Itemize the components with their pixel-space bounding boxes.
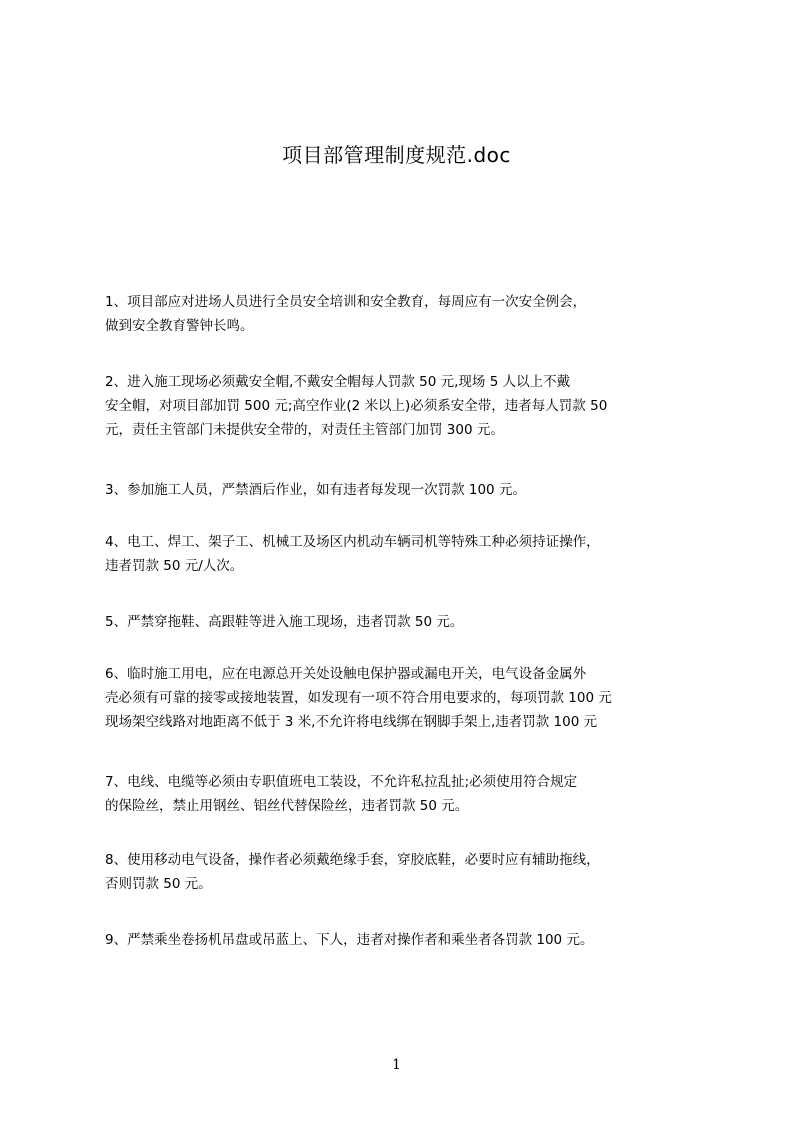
paragraph-line: 2、进入施工现场必须戴安全帽,不戴安全帽每人罚款 50 元,现场 5 人以上不戴 [105,374,571,390]
paragraph-6 [105,662,697,734]
page-number: 1 [392,1057,401,1073]
paragraph-line: 安全帽，对项目部加罚 500 元;高空作业(2 米以上)必须系安全带，违者每人罚款 50 [105,398,608,414]
paragraph-line: 5、严禁穿拖鞋、高跟鞋等进入施工现场，违者罚款 50 元。 [105,614,464,630]
paragraph-line: 否则罚款 50 元。 [105,876,212,892]
paragraph-line: 做到安全教育警钟长鸣。 [105,318,254,334]
paragraph-line: 违者罚款 50 元/人次。 [105,558,244,574]
paragraph-2 [105,370,697,442]
document-title: 项目部管理制度规范.doc [282,143,511,167]
paragraph-9 [105,928,697,952]
paragraph-8 [105,848,697,896]
paragraph-line: 8、使用移动电气设备，操作者必须戴绝缘手套，穿胶底鞋，必要时应有辅助拖线， [105,852,600,868]
paragraph-line: 4、电工、焊工、架子工、机械工及场区内机动车辆司机等特殊工种必须持证操作， [105,534,600,550]
paragraph-1 [105,290,697,338]
paragraph-4 [105,530,697,578]
paragraph-line: 1、项目部应对进场人员进行全员安全培训和安全教育，每周应有一次安全例会， [105,294,587,310]
paragraph-line: 6、临时施工用电，应在电源总开关处设触电保护器或漏电开关，电气设备金属外 [105,666,587,682]
paragraph-line: 元，责任主管部门未提供安全带的，对责任主管部门加罚 300 元。 [105,422,504,438]
paragraph-5 [105,610,697,634]
paragraph-3 [105,478,697,502]
paragraph-line: 现场架空线路对地距离不低于 3 米,不允许将电线绑在钢脚手架上,违者罚款 100 元 [105,714,598,730]
paragraph-7 [105,770,697,818]
paragraph-line: 3、参加施工人员，严禁酒后作业，如有违者每发现一次罚款 100 元。 [105,482,526,498]
paragraph-line: 壳必须有可靠的接零或接地装置，如发现有一项不符合用电要求的，每项罚款 100 元 [105,690,612,706]
paragraph-line: 7、电线、电缆等必须由专职值班电工装设，不允许私拉乱扯;必须使用符合规定 [105,774,578,790]
paragraph-line: 的保险丝，禁止用钢丝、铝丝代替保险丝，违者罚款 50 元。 [105,798,469,814]
paragraph-line: 9、严禁乘坐卷扬机吊盘或吊蓝上、下人，违者对操作者和乘坐者各罚款 100 元。 [105,932,594,948]
